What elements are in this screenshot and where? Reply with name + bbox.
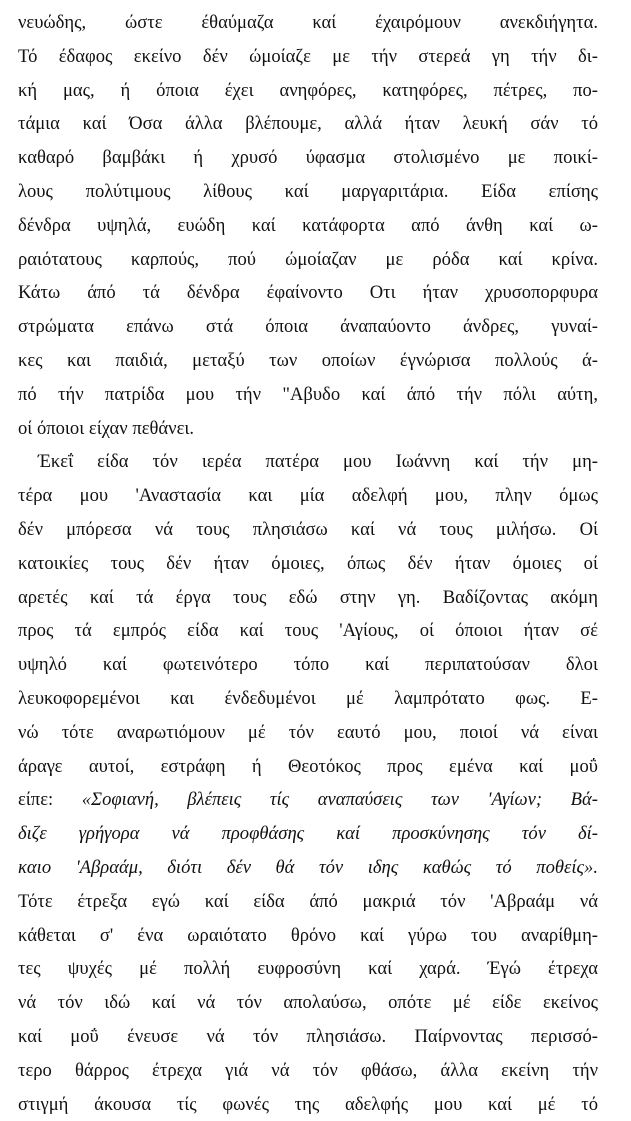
text-line: κάθεται σ' ένα ωραιότατο θρόνο καί γύρω του αναρίθμη- <box>18 919 598 953</box>
text-line: άραγε αυτοί, εστράφη ή Θεοτόκος προς εμένα καί μοΰ <box>18 750 598 784</box>
text-line-quote-start <box>18 783 598 817</box>
paragraph-saints-and-abraham <box>18 445 598 1121</box>
text-line: Τό έδαφος εκείνο δέν ώμοίαζε με τήν στερεά γη τήν δι- <box>18 40 598 74</box>
text-line: τες ψυχές μέ πολλή ευφροσύνη καί χαρά. Έγώ έτρεχα <box>18 952 598 986</box>
text-line: Τότε έτρεξα εγώ καί είδα άπό μακριά τόν 'Αβραάμ νά <box>18 885 598 919</box>
text-line: στρώματα επάνω στά όποια άναπαύοντο άνδρες, γυναί- <box>18 310 598 344</box>
theotokos-quote: διζε γρήγορα νά προφθάσης καί προσκύνησης τόν δί- <box>18 817 598 851</box>
theotokos-quote: «Σοφιανή, βλέπεις τίς αναπαύσεις των 'Αγίων; Βά- <box>82 789 598 810</box>
text-line: προς τά εμπρός είδα καί τους 'Αγίους, οί όποιοι ήταν σέ <box>18 614 598 648</box>
quote-intro: είπε: <box>18 789 82 810</box>
text-line: πό τήν πατρίδα μου τήν "Αβυδο καί άπό τήν πόλι αύτη, <box>18 378 598 412</box>
text-line: τερο θάρρος έτρεχα γιά νά τόν φθάσω, άλλα εκείνη τήν <box>18 1054 598 1088</box>
text-line: Κάτω άπό τά δένδρα έφαίνοντο Οτι ήταν χρυσοπορφυρα <box>18 276 598 310</box>
text-line: τάμια καί Όσα άλλα βλέπουμε, αλλά ήταν λευκή σάν τό <box>18 107 598 141</box>
text-line: δένδρα υψηλά, ευώδη καί κατάφορτα από άνθη καί ω- <box>18 209 598 243</box>
text-line: κή μας, ή όποια έχει ανηφόρες, κατηφόρες, πέτρες, πο- <box>18 74 598 108</box>
text-line: κες και παιδιά, μεταξύ των οποίων έγνώρισα πολλούς ά- <box>18 344 598 378</box>
text-line: λευκοφορεμένοι και ένδεδυμένοι μέ λαμπρότατο φως. Ε- <box>18 682 598 716</box>
text-line: καθαρό βαμβάκι ή χρυσό ύφασμα στολισμένο με ποικί- <box>18 141 598 175</box>
text-line: ραιότατους καρπούς, πού ώμοίαζαν με ρόδα καί κρίνα. <box>18 243 598 277</box>
text-line: νά τόν ιδώ καί νά τόν απολαύσω, οπότε μέ είδε εκείνος <box>18 986 598 1020</box>
text-line: λους πολύτιμους λίθους καί μαργαριτάρια. Είδα επίσης <box>18 175 598 209</box>
text-line: αρετές καί τά έργα τους εδώ στην γη. Βαδίζοντας ακόμη <box>18 581 598 615</box>
theotokos-quote: καιο 'Αβραάμ, διότι δέν θά τόν ιδης καθώς τό ποθείς». <box>18 851 598 885</box>
book-page <box>18 6 598 1121</box>
text-line: νώ τότε αναρωτιόμουν μέ τόν εαυτό μου, ποιοί νά είναι <box>18 716 598 750</box>
text-line: κατοικίες τους δέν ήταν όμοιες, όπως δέν ήταν όμοιες οί <box>18 547 598 581</box>
text-line: Έκεΐ είδα τόν ιερέα πατέρα μου Ιωάννη καί τήν μη- <box>18 445 598 479</box>
text-line: οί όποιοι είχαν πεθάνει. <box>18 412 598 446</box>
paragraph-vision-of-paradise <box>18 6 598 445</box>
text-line: τέρα μου 'Αναστασία και μία αδελφή μου, πλην όμως <box>18 479 598 513</box>
text-line: δέν μπόρεσα νά τους πλησιάσω καί νά τους μιλήσω. Οί <box>18 513 598 547</box>
text-line: υψηλό καί φωτεινότερο τόπο καί περιπατούσαν δλοι <box>18 648 598 682</box>
text-line: στιγμή άκουσα τίς φωνές της αδελφής μου καί μέ τό <box>18 1088 598 1121</box>
text-line: νευώδης, ώστε έθαύμαζα καί έχαιρόμουν ανεκδιήγητα. <box>18 6 598 40</box>
text-line: καί μοΰ ένευσε νά τόν πλησιάσω. Παίρνοντας περισσό- <box>18 1020 598 1054</box>
